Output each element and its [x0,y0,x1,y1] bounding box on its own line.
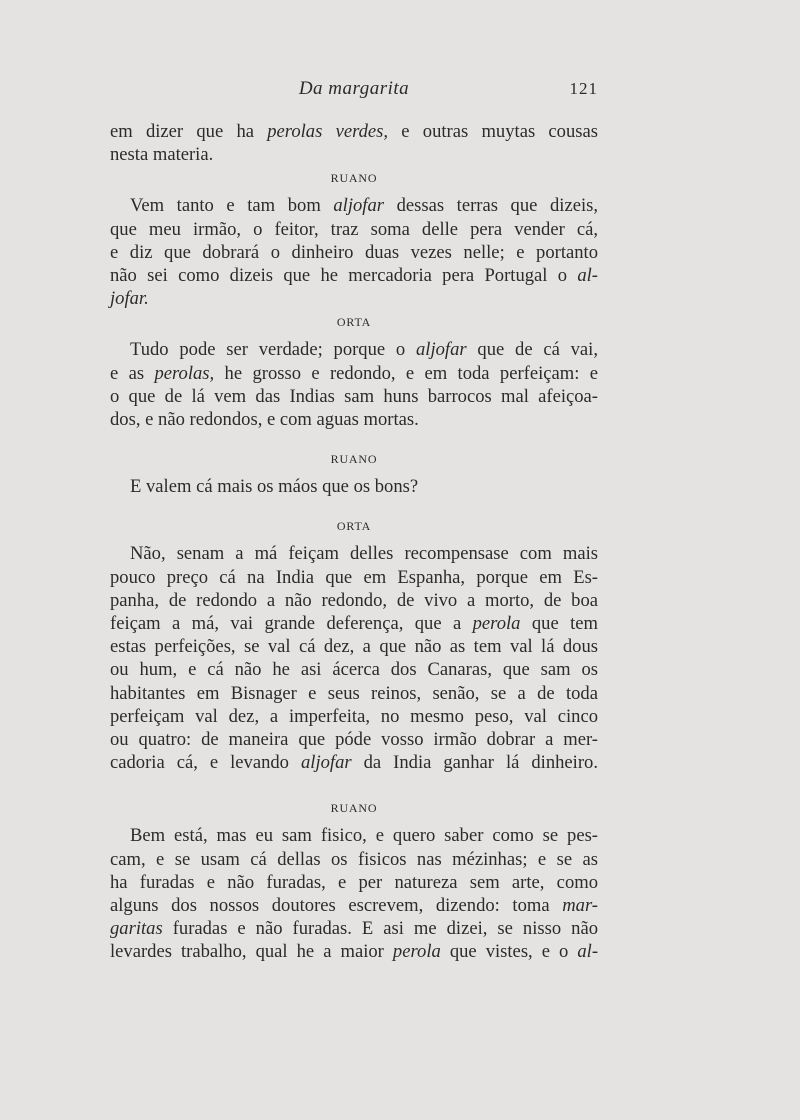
text-line: ou quatro: de maneira que póde vosso irmão dobrar a mer- [110,729,598,751]
italic-term: perolas, [154,362,215,384]
italic-term: aljofar [300,752,352,774]
text-line: nesta materia. [110,144,214,166]
text-line: pouco preço cá na India que em Espanha, porque em Es- [110,566,598,588]
running-title: Da margarita [298,78,410,99]
text-block [110,120,598,964]
running-head [110,78,598,104]
text-line: e as perolas, he grosso e redondo, e em toda perfeiçam: e [110,362,598,384]
text-line: levardes trabalho, qual he a maior perola que vistes, e o al- [110,941,599,963]
speaker-label: RUANO [330,171,378,186]
italic-term: al- [577,265,598,287]
text-line: o que de lá vem das Indias sam huns barrocos mal afeiçoa- [110,385,598,407]
text-line: ha furadas e não furadas, e per natureza sem arte, como [110,871,598,893]
text-line: ou hum, e cá não he asi ácerca dos Canaras, que sam os [110,659,598,681]
text-line: panha, de redondo a não redondo, de vivo a morto, de boa [110,589,598,611]
text-line: alguns dos nossos doutores escrevem, dizendo: toma mar- [110,895,598,917]
text-line: dos, e não redondos, e com aguas mortas. [110,409,419,431]
text-line: Não, senam a má feiçam delles recompensase com mais [130,543,598,565]
text-line: e diz que dobrará o dinheiro duas vezes nelle; e portanto [110,241,598,263]
text-line: Bem está, mas eu sam fisico, e quero saber como se pes- [130,825,598,847]
text-line: estas perfeições, se val cá dez, a que não as tem val lá dous [110,636,598,658]
text-line: habitantes em Bisnager e seus reinos, senão, se a de toda [110,682,598,704]
italic-term: perola [392,941,441,963]
italic-term: perolas verdes, [267,121,389,142]
text-line: perfeiçam val dez, a imperfeita, no mesmo peso, val cinco [110,705,598,727]
speaker-label: ORTA [336,315,372,330]
text-line [110,287,598,310]
text-line: cam, e se usam cá dellas os fisicos nas mézinhas; e se as [110,848,598,870]
text-line: que meu irmão, o feitor, traz soma delle pera vender cá, [110,218,598,240]
italic-term: garitas [110,918,163,940]
speaker-label: ORTA [336,519,372,534]
italic-term: aljofar [416,339,467,361]
text-line: não sei como dizeis que he mercadoria pera Portugal o al- [110,265,598,287]
speaker-label: RUANO [330,452,378,467]
italic-term: perola [472,613,521,635]
text-line: Vem tanto e tam bom aljofar dessas terras que dizeis, [130,195,598,217]
italic-term: jofar. [110,288,149,310]
text-line: Tudo pode ser verdade; porque o aljofar que de cá vai, [130,339,598,361]
italic-term: aljofar [333,195,384,217]
text-line: garitas furadas e não furadas. E asi me dizei, se nisso não [110,918,598,940]
text-line: em dizer que ha perolas verdes, e outras muytas cousas [110,121,598,142]
italic-term: al- [577,941,599,963]
text-line: cadoria cá, e levando aljofar da India ganhar lá dinheiro. [110,752,598,774]
speaker-label: RUANO [330,801,378,816]
text-line: E valem cá mais os máos que os bons? [130,476,419,498]
italic-term: mar- [562,895,598,917]
page-number: 121 [569,79,598,98]
text-line: feiçam a má, vai grande deferença, que a perola que tem [110,613,598,635]
